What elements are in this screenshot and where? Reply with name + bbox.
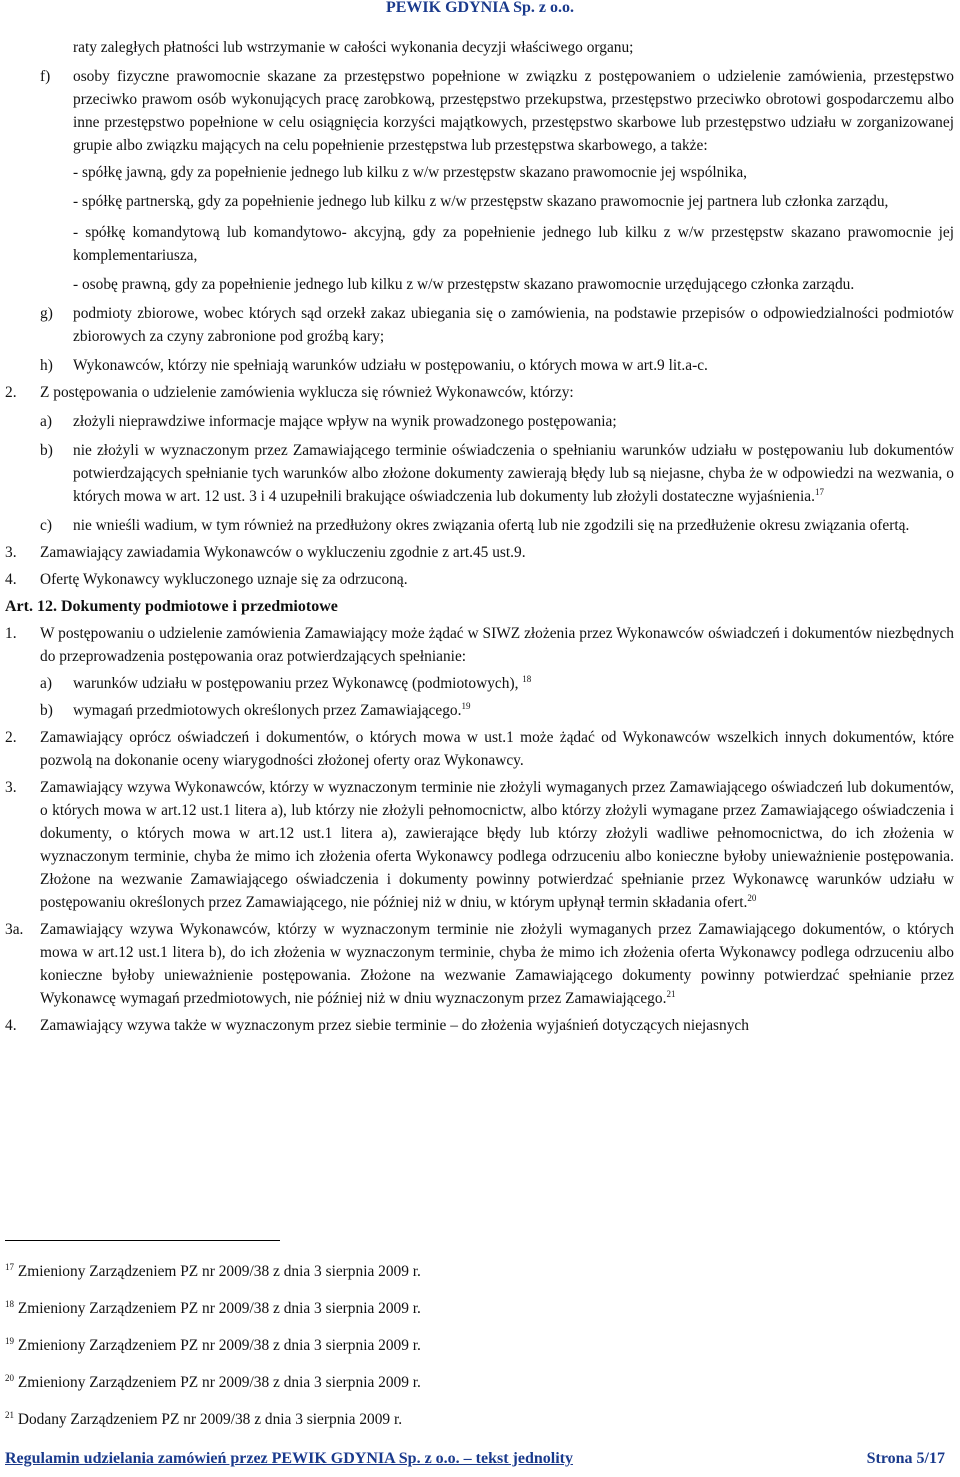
section-body: Zamawiający wzywa Wykonawców, którzy w wyznaczonym terminie nie złożyli wymaganych przez Zamawiającego dokumentów, o których mowa w art.12 ust.1 litera b), do ich złożenia w wyznaczonym terminie, chyba że mimo ich złożenia oferta Wykonawcy podlega odrzuceniu albo konieczne byłoby unieważnienie postępowania. Złożone na wezwanie Zamawiającego dokumenty powinny potwierdzać spełnianie przez Wykonawcę wymagań przedmiotowych, nie później niż w dniu wyznaczonym przez Zamawiającego. [40, 921, 954, 1007]
entity-osoba-prawna: - osobę prawną, gdy za popełnienie jednego lub kilku z w/w przestępstw skazano prawomocnie urzędującego członka zarządu. [73, 276, 855, 293]
section-label: 2. [5, 384, 17, 401]
continuation-paragraph: raty zaległych płatności lub wstrzymanie w całości wykonania decyzji właściwego organu; [73, 39, 634, 56]
section-label: 3. [5, 779, 17, 796]
entity-spolka-partnerska: - spółkę partnerską, gdy za popełnienie jednego lub kilku z w/w przestępstw skazano prawomocnie jej partnera lub członka zarządu, [73, 193, 889, 210]
footnote-17 [5, 1262, 421, 1282]
footnote-ref-18[interactable]: 18 [522, 673, 532, 684]
section-text: Zamawiający wzywa także w wyznaczonym przez siebie terminie – do złożenia wyjaśnień dotyczących niejasnych [40, 1017, 749, 1034]
footnote-text: Zmieniony Zarządzeniem PZ nr 2009/38 z dnia 3 sierpnia 2009 r. [17, 1374, 421, 1391]
item-label: c) [40, 517, 52, 534]
footnote-ref-17[interactable]: 17 [814, 486, 824, 497]
list-item-h [40, 354, 954, 377]
section-label: 1. [5, 625, 17, 642]
entity-spolka-komandytowa: - spółkę komandytową lub komandytowo- akcyjną, gdy za popełnienie jednego lub kilku z w/w przestępstw skazano prawomocnie jej komplementariusza, [73, 224, 954, 264]
section-text [40, 918, 954, 1010]
entity-spolka-jawna: - spółkę jawną, gdy za popełnienie jednego lub kilku z w/w przestępstw skazano prawomocnie jej wspólnika, [73, 164, 748, 181]
footnote-18 [5, 1299, 421, 1319]
item-label: b) [40, 702, 53, 719]
footnote-number: 21 [5, 1409, 14, 1420]
footnote-ref-19[interactable]: 19 [461, 700, 471, 711]
art12-item-a [40, 672, 954, 695]
article-12-heading: Art. 12. Dokumenty podmiotowe i przedmiotowe [5, 598, 338, 615]
section-text: W postępowaniu o udzielenie zamówienia Zamawiający może żądać w SIWZ złożenia przez Wykonawców oświadczeń i dokumentów niezbędnych do przeprowadzenia postępowania oraz potwierdzających spełnianie: [40, 625, 954, 665]
header-title: PEWIK GDYNIA Sp. z o.o. [385, 0, 575, 16]
section-label: 4. [5, 571, 17, 588]
item-body: warunków udziału w postępowaniu przez Wykonawcę (podmiotowych), [73, 675, 519, 692]
item-label: f) [40, 68, 51, 85]
footnote-21 [5, 1410, 402, 1430]
item-text: nie wnieśli wadium, w tym również na przedłużony okres związania ofertą lub nie zgodzili się na przedłużenie okresu związania ofertą. [73, 517, 910, 534]
item-text [73, 699, 954, 722]
art12-point-1 [5, 622, 954, 668]
section-2 [5, 381, 954, 404]
section-text: Zamawiający oprócz oświadczeń i dokumentów, o których mowa w ust.1 może żądać od Wykonawców wszelkich innych dokumentów, które pozwolą na dokonanie oceny wiarygodności złożonej oferty oraz Wykonawcy. [40, 729, 954, 769]
footnote-divider [5, 1240, 280, 1241]
footnote-ref-20[interactable]: 20 [747, 892, 757, 903]
footnote-number: 20 [5, 1372, 14, 1383]
art12-point-3a [5, 918, 954, 1010]
item-label: b) [40, 442, 53, 459]
section-text: Ofertę Wykonawcy wykluczonego uznaje się za odrzuconą. [40, 571, 408, 588]
footnote-ref-21[interactable]: 21 [666, 988, 676, 999]
footnote-number: 19 [5, 1335, 14, 1346]
footnote-number: 18 [5, 1298, 14, 1309]
footnote-text: Zmieniony Zarządzeniem PZ nr 2009/38 z dnia 3 sierpnia 2009 r. [17, 1300, 421, 1317]
item-label: a) [40, 675, 52, 692]
item-text: Wykonawców, którzy nie spełniają warunków udziału w postępowaniu, o których mowa w art.9 lit.a-c. [73, 357, 708, 374]
section-3 [5, 541, 954, 564]
list-item-f [40, 65, 954, 157]
section-4 [5, 568, 954, 591]
item-label: g) [40, 305, 53, 322]
section-text: Zamawiający zawiadamia Wykonawców o wykluczeniu zgodnie z art.45 ust.9. [40, 544, 526, 561]
item-label: a) [40, 413, 52, 430]
list-item-2a [40, 410, 954, 433]
item-body: wymagań przedmiotowych określonych przez Zamawiającego. [73, 702, 462, 719]
footnote-20 [5, 1373, 421, 1393]
list-item-g [40, 302, 954, 348]
section-text: Z postępowania o udzielenie zamówienia wyklucza się również Wykonawców, którzy: [40, 384, 574, 401]
item-text: osoby fizyczne prawomocnie skazane za przestępstwo popełnione w związku z postępowaniem o udzielenie zamówienia, przestępstwo przeciwko prawom osób wykonujących pracę zarobkową, przestępstwo przekupstwa, przestępstwo przeciwko obrotowi gospodarczemu albo inne przestępstwo popełnione w celu osiągnięcia korzyści majątkowych, przestępstwo skarbowe lub przestępstwo udziału w zorganizowanej grupie albo związku mających na celu popełnienie przestępstwa lub przestępstwa skarbowego, a także: [73, 68, 954, 154]
item-text [73, 672, 954, 695]
list-item-2b [40, 439, 954, 508]
section-body: Zamawiający wzywa Wykonawców, którzy w wyznaczonym terminie nie złożyli wymaganych przez Zamawiającego oświadczeń lub dokumentów, o których mowa w art.12 ust.1 litera a), lub którzy nie złożyli pełnomocnictw, albo którzy złożyli wymagane przez Zamawiającego oświadczenia i dokumenty, o których mowa w art.12 ust.1 litera a), zawierające błędy lub którzy złożyli wadliwe pełnomocnictwa, do ich złożenia w wyznaczonym terminie, chyba że mimo ich złożenia oferta Wykonawcy podlega odrzuceniu albo konieczne byłoby unieważnienie postępowania. Złożone na wezwanie Zamawiającego oświadczenia i dokumenty powinny potwierdzać spełnianie przez Wykonawcę warunków udziału w postępowaniu określonych przez Zamawiającego, nie później niż w dniu, w którym upłynął termin składania ofert. [40, 779, 954, 911]
page-footer [5, 1448, 945, 1470]
art12-point-4 [5, 1014, 954, 1037]
footer-document-title: Regulamin udzielania zamówień przez PEWIK GDYNIA Sp. z o.o. – tekst jednolity [5, 1450, 573, 1467]
footnote-19 [5, 1336, 421, 1356]
section-label: 2. [5, 729, 17, 746]
section-label: 4. [5, 1017, 17, 1034]
section-label: 3. [5, 544, 17, 561]
footnote-number: 17 [5, 1261, 14, 1272]
footnote-text: Dodany Zarządzeniem PZ nr 2009/38 z dnia 3 sierpnia 2009 r. [17, 1411, 403, 1428]
art12-point-3 [5, 776, 954, 914]
item-body: nie złożyli w wyznaczonym przez Zamawiającego terminie oświadczenia o spełnianiu warunków udziału w postępowaniu lub dokumentów potwierdzających spełnianie tych warunków albo złożone dokumenty zawierają błędy lub są niejasne, chyba że w odpowiedzi na wezwania, o których mowa w art. 12 ust. 3 i 4 uzupełnili brakujące oświadczenia lub dokumenty lub złożyli dostateczne wyjaśnienia. [73, 442, 954, 505]
list-item-2c [40, 514, 954, 537]
section-text [40, 776, 954, 914]
art12-item-b [40, 699, 954, 722]
page-header [0, 0, 960, 22]
section-label: 3a. [5, 921, 24, 938]
art12-point-2 [5, 726, 954, 772]
item-label: h) [40, 357, 53, 374]
item-text [73, 439, 954, 508]
footer-page-number: Strona 5/17 [866, 1450, 945, 1467]
item-text: podmioty zbiorowe, wobec których sąd orzekł zakaz ubiegania się o zamówienia, na podstawie przepisów o odpowiedzialności podmiotów zbiorowych za czyny zabronione pod groźbą kary; [73, 305, 954, 345]
footnote-text: Zmieniony Zarządzeniem PZ nr 2009/38 z dnia 3 sierpnia 2009 r. [17, 1337, 421, 1354]
footnote-text: Zmieniony Zarządzeniem PZ nr 2009/38 z dnia 3 sierpnia 2009 r. [17, 1263, 421, 1280]
document-body [5, 36, 954, 1037]
item-text: złożyli nieprawdziwe informacje mające wpływ na wynik prowadzonego postępowania; [73, 413, 617, 430]
